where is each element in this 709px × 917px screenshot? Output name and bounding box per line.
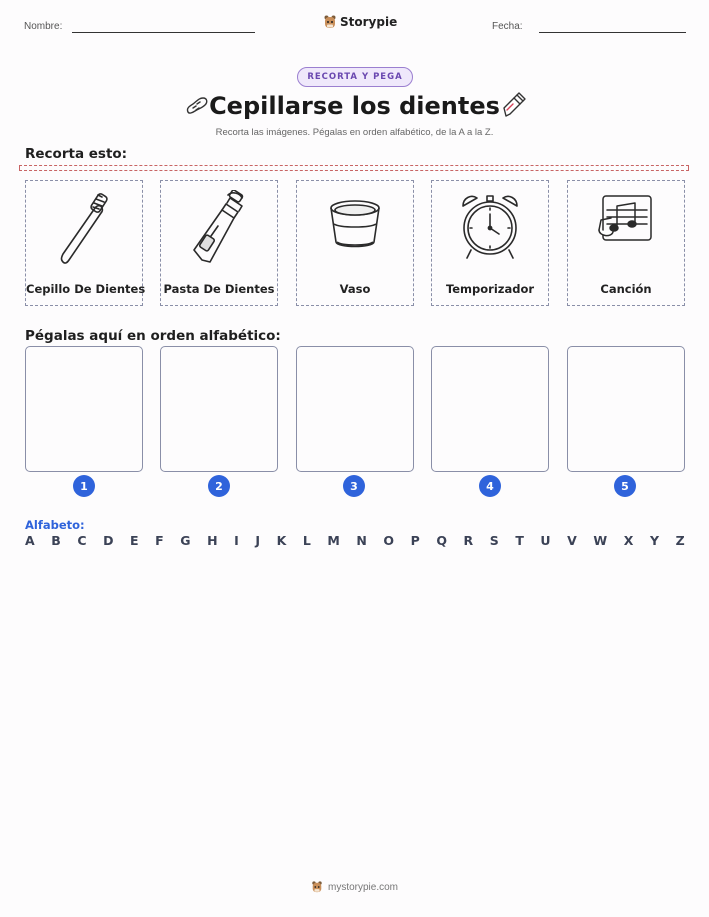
name-label: Nombre: (24, 21, 63, 32)
alphabet-letter: M (327, 533, 340, 548)
alphabet-letter: O (383, 533, 395, 548)
activity-badge: RECORTA Y PEGA (297, 67, 413, 87)
alphabet-letter: U (540, 533, 551, 548)
alphabet-letter: Y (649, 533, 659, 548)
alphabet-letter: K (276, 533, 287, 548)
toothpaste-tube-icon (500, 90, 526, 120)
slot-number-badge: 3 (343, 475, 365, 497)
alphabet-letter: Q (436, 533, 447, 548)
date-label: Fecha: (492, 21, 523, 32)
alphabet-letter: G (180, 533, 191, 548)
cutout-card-cepillo[interactable] (25, 180, 146, 306)
card-label: Temporizador (445, 282, 535, 296)
instructions: Recorta las imágenes. Pégalas en orden alfabético, de la A a la Z. (215, 127, 494, 138)
page-title: Cepillarse los dientes (209, 92, 500, 120)
cutout-card-vaso[interactable] (296, 180, 414, 306)
alarm-clock-icon (455, 190, 525, 268)
alphabet-row (25, 533, 685, 548)
alphabet-letter: L (302, 533, 311, 548)
footer-url[interactable]: mystorypie.com (327, 881, 398, 893)
date-field[interactable] (539, 32, 686, 33)
paste-heading: Pégalas aquí en orden alfabético: (25, 328, 281, 344)
toothbrush-icon (49, 190, 119, 268)
footer (0, 880, 709, 894)
brand-name: Storypie (340, 15, 398, 29)
alphabet-letter: X (623, 533, 634, 548)
card-label: Cepillo De Dientes (26, 282, 146, 296)
alphabet-letter: C (77, 533, 87, 548)
slot-number-badge: 2 (208, 475, 230, 497)
paste-slot-3[interactable] (296, 346, 414, 472)
alphabet-letter: Z (675, 533, 685, 548)
card-label: Canción (600, 282, 652, 296)
alphabet-letter: B (51, 533, 61, 548)
slot-number-badge: 4 (479, 475, 501, 497)
alphabet-letter: S (489, 533, 499, 548)
alphabet-letter: W (593, 533, 608, 548)
alphabet-letter: E (130, 533, 139, 548)
alphabet-letter: T (515, 533, 524, 548)
alphabet-label: Alfabeto: (25, 518, 85, 532)
card-label: Pasta De Dientes (163, 282, 275, 296)
slot-number-badge: 1 (73, 475, 95, 497)
paste-slot-4[interactable] (431, 346, 549, 472)
alphabet-letter: J (255, 533, 260, 548)
alphabet-letter: H (207, 533, 218, 548)
alphabet-letter: D (103, 533, 114, 548)
cup-icon (320, 190, 390, 268)
name-field[interactable] (72, 32, 255, 33)
alphabet-letter: R (463, 533, 474, 548)
toothpaste-icon (184, 190, 254, 268)
cutout-card-temporizador[interactable] (431, 180, 549, 306)
alphabet-letter: V (567, 533, 577, 548)
storypie-mascot-icon (311, 880, 323, 894)
paste-slot-5[interactable] (567, 346, 685, 472)
card-label: Vaso (339, 282, 371, 296)
alphabet-letter: A (25, 533, 35, 548)
cutout-card-cancion[interactable] (567, 180, 685, 306)
slot-number-badge: 5 (614, 475, 636, 497)
alphabet-letter: P (410, 533, 420, 548)
alphabet-letter: F (155, 533, 164, 548)
alphabet-letter: I (234, 533, 239, 548)
cutout-card-pasta[interactable] (160, 180, 278, 306)
alphabet-letter: N (356, 533, 367, 548)
cut-heading: Recorta esto: (25, 146, 128, 162)
paste-slot-1[interactable] (25, 346, 143, 472)
brand-logo (323, 14, 397, 30)
music-note-icon (591, 190, 661, 268)
paste-slot-2[interactable] (160, 346, 278, 472)
cut-line (19, 165, 689, 171)
storypie-mascot-icon (323, 14, 337, 30)
